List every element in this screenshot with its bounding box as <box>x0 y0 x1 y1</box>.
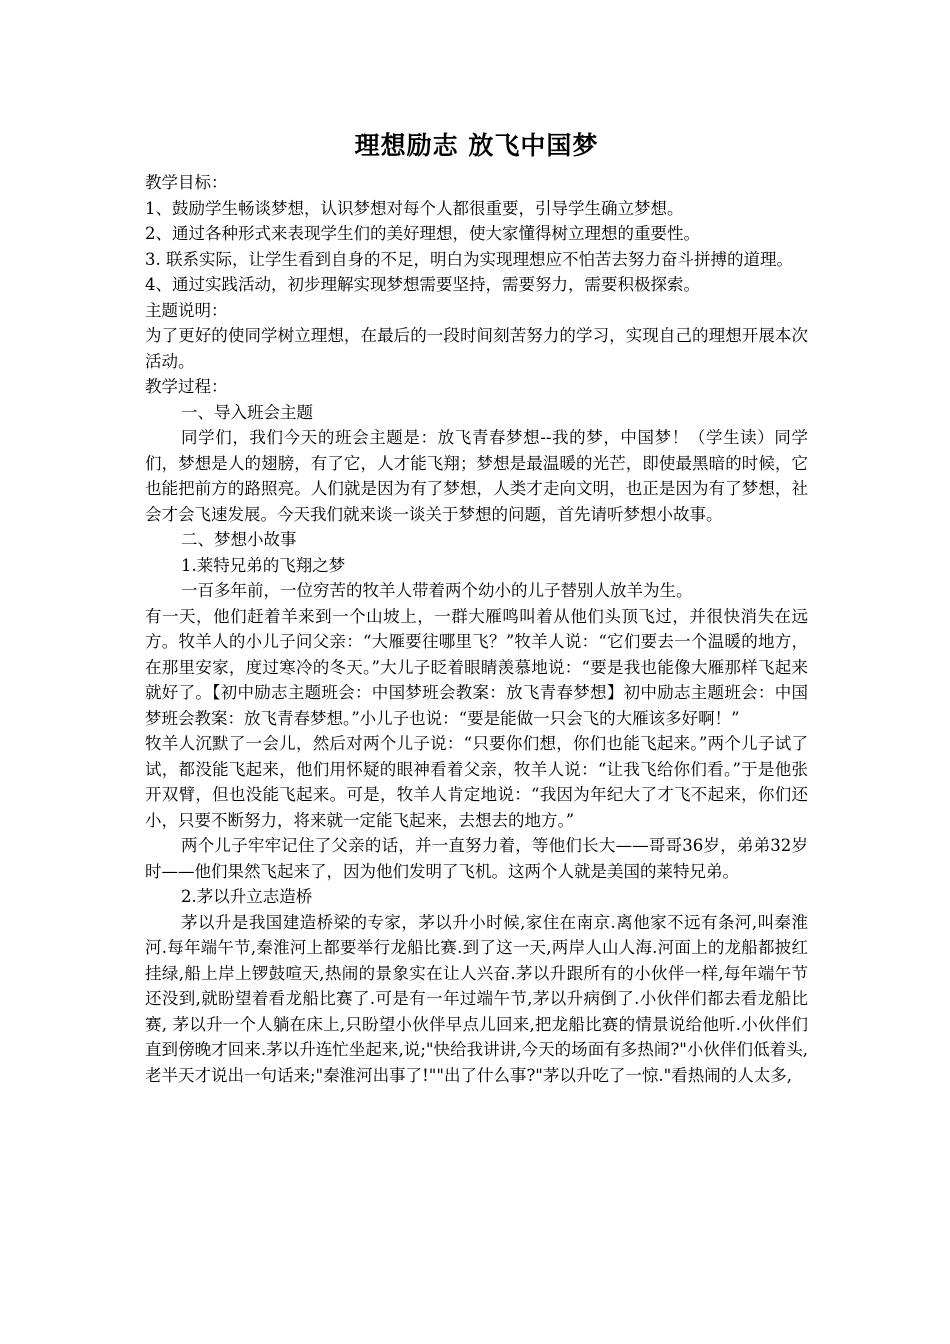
paragraph: 一、导入班会主题 <box>181 402 313 422</box>
paragraph: 两个儿子牢牢记住了父亲的话，并一直努力着，等他们长大——哥哥36岁，弟弟32岁时——他们果然飞起来了，因为他们发明了飞机。这两个人就是美国的莱特兄弟。 <box>145 836 808 881</box>
paragraph: 2、通过各种形式来表现学生们的美好理想，使大家懂得树立理想的重要性。 <box>145 224 700 243</box>
paragraph: 教学过程： <box>145 377 228 396</box>
paragraph: 有一天，他们赶着羊来到一个山坡上，一群大雁鸣叫着从他们头顶飞过，并很快消失在远方。牧羊人的小儿子问父亲：“大雁要往哪里飞？”牧羊人说：“它们要去一个温暖的地方，在那里安家，度过寒冷的冬天。”大儿子眨着眼睛羡慕地说：“要是我也能像大雁那样飞起来就好了。【初中励志主题班会：中国梦班会教案：放飞青春梦想】初中励志主题班会：中国梦班会教案：放飞青春梦想。”小儿子也说：“要是能做一只会飞的大雁该多好啊！” <box>145 606 808 728</box>
paragraph: 4、通过实践活动，初步理解实现梦想需要坚持，需要努力，需要积极探索。 <box>145 275 700 294</box>
paragraph: 3. 联系实际，让学生看到自身的不足，明白为实现理想应不怕苦去努力奋斗拼搏的道理。 <box>145 249 793 269</box>
paragraph: 同学们，我们今天的班会主题是：放飞青春梦想--我的梦，中国梦！（学生读）同学们，梦想是人的翅膀，有了它，人才能飞翔；梦想是最温暖的光芒，即使最黑暗的时候，它也能把前方的路照亮。人们就是因为有了梦想，人类才走向文明，也正是因为有了梦想，社会才会飞速发展。今天我们就来谈一谈关于梦想的问题，首先请听梦想小故事。 <box>145 428 808 524</box>
paragraph: 1.莱特兄弟的飞翔之梦 <box>181 555 346 575</box>
paragraph: 二、梦想小故事 <box>181 530 297 549</box>
paragraph: 牧羊人沉默了一会儿，然后对两个儿子说：“只要你们想，你们也能飞起来。”两个儿子试了试，都没能飞起来，他们用怀疑的眼神看着父亲，牧羊人说：“让我飞给你们看。”于是他张开双臂，但也没能飞起来。可是，牧羊人肯定地说：“我因为年纪大了才飞不起来，你们还小，只要不断努力，将来就一定能飞起来，去想去的地方。” <box>145 734 808 830</box>
paragraph: 茅以升是我国建造桥梁的专家，茅以升小时候,家住在南京.离他家不远有条河,叫秦淮河.每年端午节,秦淮河上都要举行龙船比赛.到了这一天,两岸人山人海.河面上的龙船都披红挂绿,船上岸上锣鼓喧天,热闹的景象实在让人兴奋.茅以升跟所有的小伙伴一样,每年端午节还没到,就盼望着看龙船比赛了.可是有一年过端午节,茅以升病倒了.小伙伴们都去看龙船比赛, 茅以升一个人躺在床上,只盼望小伙伴早点儿回来,把龙船比赛的情景说给他听.小伙伴们直到傍晚才回来.茅以升连忙坐起来,说;"快给我讲讲,今天的场面有多热闹?"小伙伴们低着头,老半天才说出一句话来;"秦淮河出事了!""出了什么事?"茅以升吃了一惊."看热闹的人太多, <box>145 912 808 1085</box>
paragraph: 教学目标： <box>145 173 228 192</box>
document-title: 理想励志 放飞中国梦 <box>354 131 599 160</box>
paragraph: 主题说明： <box>145 300 228 320</box>
paragraph: 2.茅以升立志造桥 <box>181 887 313 906</box>
paragraph: 为了更好的使同学树立理想，在最后的一段时间刻苦努力的学习，实现自己的理想开展本次活动。 <box>145 326 808 371</box>
document-body <box>145 170 808 1088</box>
paragraph: 1、鼓励学生畅谈梦想，认识梦想对每个人都很重要，引导学生确立梦想。 <box>145 198 684 218</box>
paragraph: 一百多年前，一位穷苦的牧羊人带着两个幼小的儿子替别人放羊为生。 <box>181 581 693 600</box>
